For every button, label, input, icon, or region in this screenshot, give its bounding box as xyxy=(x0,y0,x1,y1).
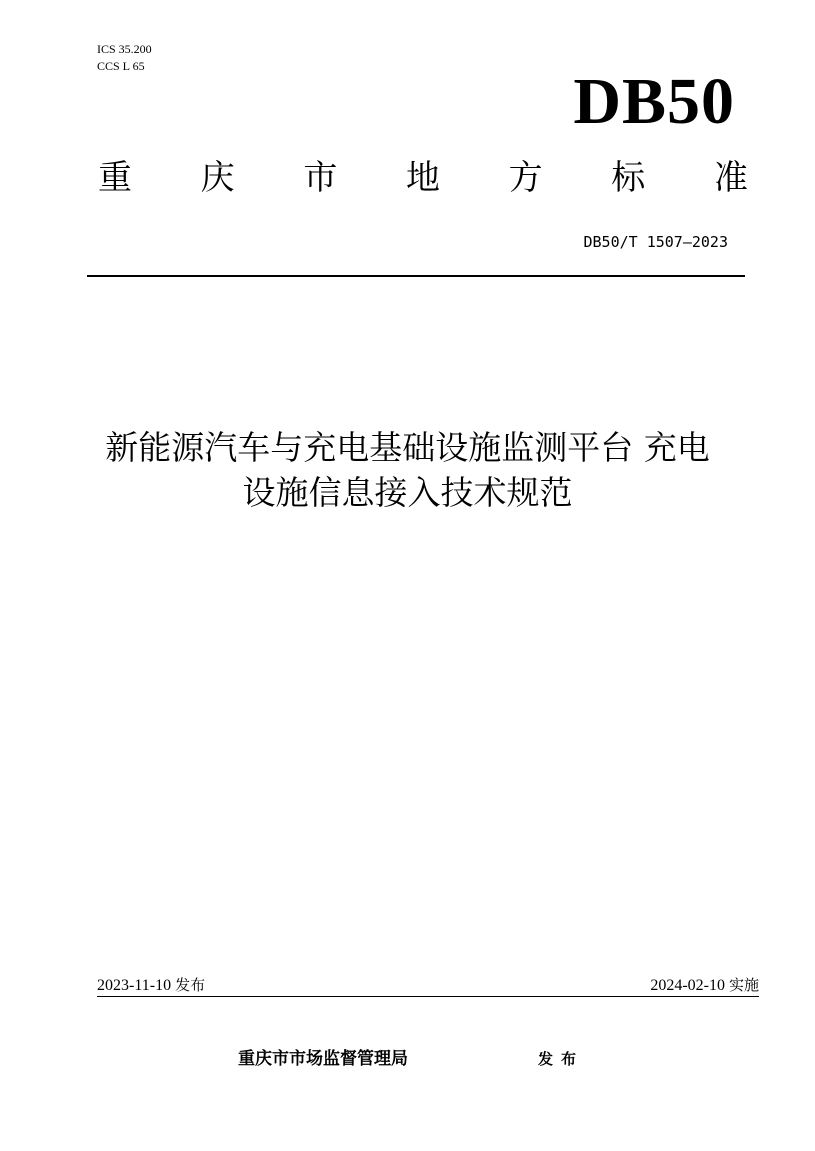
implement-date: 2024-02-10 xyxy=(650,977,725,994)
document-title xyxy=(40,425,775,515)
standard-type-char: 地 xyxy=(405,158,440,198)
standard-type-char: 方 xyxy=(508,158,543,198)
publish-label: 发布 xyxy=(175,976,206,994)
title-line-2: 设施信息接入技术规范 xyxy=(242,473,573,512)
standard-type-char: 庆 xyxy=(200,158,235,198)
publish-date: 2023-11-10 xyxy=(97,977,172,994)
dates-row xyxy=(97,974,759,997)
classification-codes xyxy=(97,41,152,75)
title-line-1: 新能源汽车与充电基础设施监测平台 充电 xyxy=(105,428,710,467)
issuing-authority: 重庆市市场监督管理局 xyxy=(238,1049,408,1069)
standard-type-char: 准 xyxy=(713,158,748,198)
standard-type-char: 市 xyxy=(303,158,338,198)
publish-date-block xyxy=(97,974,205,997)
standard-type-heading xyxy=(98,153,748,203)
ics-code: ICS 35.200 xyxy=(97,42,152,56)
standard-type-char: 重 xyxy=(98,158,132,198)
standard-number: DB50/T 1507—2023 xyxy=(583,233,728,251)
standard-type-char: 标 xyxy=(611,158,646,198)
implement-label: 实施 xyxy=(728,976,759,994)
ccs-code: CCS L 65 xyxy=(97,59,145,73)
issue-word: 发布 xyxy=(538,1050,585,1068)
db-logo: DB50 xyxy=(573,65,735,138)
implement-date-block xyxy=(650,974,759,997)
header-divider xyxy=(87,275,745,277)
